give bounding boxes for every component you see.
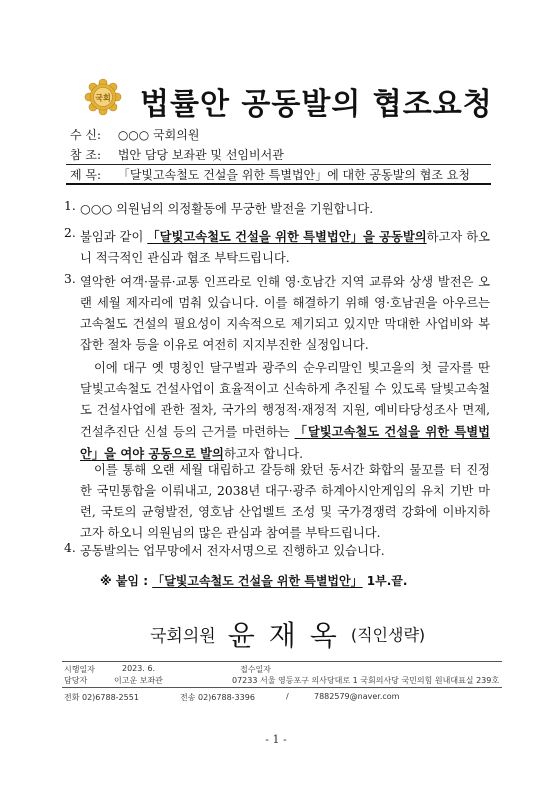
footer-staff-label: 담당자 xyxy=(64,676,88,685)
item-2-text xyxy=(80,226,490,269)
footer-sent-label: 시행일자 xyxy=(64,665,95,674)
footer-divider xyxy=(62,661,502,662)
reference-value: 법안 담당 보좌관 및 선임비서관 xyxy=(117,148,284,162)
document-title: 법률안 공동발의 협조요청 xyxy=(140,87,493,122)
item-1-text: ○○○ 의원님의 의정활동에 무궁한 발전을 기원합니다. xyxy=(80,202,374,216)
footer-fax: 전송 02)6788-3396 xyxy=(180,693,255,702)
subject-value: 「달빛고속철도 건설을 위한 특별법안」에 대한 공동발의 협조 요청 xyxy=(117,168,470,182)
attachment-line xyxy=(100,572,407,589)
signature-note: (직인생략) xyxy=(350,625,426,645)
item-number-4: 4. xyxy=(64,541,76,555)
header-divider xyxy=(66,164,491,165)
item-4-text: 공동발의는 업무망에서 전자서명으로 진행하고 있습니다. xyxy=(80,544,385,558)
footer-address: 07233 서울 영등포구 의사당대로 1 국회의사당 국민의힘 원내대표실 239호 xyxy=(232,676,500,685)
national-assembly-seal-icon xyxy=(84,78,122,116)
item-3-text: 열악한 여객·물류·교통 인프라로 인해 영·호남간 지역 교류와 상생 발전은 오랜 세월 제자리에 멈춰 있습니다. 이를 해결하기 위해 영·호남권을 아우르는 고속철도 건설의 필요성이 지속적으로 제기되고 있지만 막대한 사업비와 복잡한 절차 등을 이유로 여전히 지지부진한 실정입니다. xyxy=(80,275,490,352)
attachment-name: 「달빛고속철도 건설을 위한 특별법안」 xyxy=(152,574,363,588)
attachment-suffix: 1부.끝. xyxy=(362,574,408,588)
item-2-bill-name: 「달빛고속철도 건설을 위한 특별법안」을 공동발의 xyxy=(147,229,427,244)
reference-label: 참 조: xyxy=(70,148,102,162)
item-number-3: 3. xyxy=(64,272,76,286)
item-number-1: 1. xyxy=(64,199,76,213)
header-divider-thick xyxy=(66,183,491,185)
footer-slash: / xyxy=(286,692,289,701)
title-row xyxy=(0,73,552,123)
signature-role: 국회의원 xyxy=(150,626,216,647)
footer-received-label: 접수일자 xyxy=(240,665,271,674)
recipient-label: 수 신: xyxy=(70,128,102,142)
recipient-value: ○○○ 국회의원 xyxy=(117,128,200,142)
item-number-2: 2. xyxy=(64,226,76,240)
seal-text: 국회 xyxy=(95,93,111,103)
item-3-p2-text-a: 이에 대구 옛 명칭인 달구벌과 광주의 순우리말인 빛고을의 첫 글자를 딴 달빛고속철도 건설사업이 효율적이고 신속하게 추진될 수 있도록 달빛고속철도 건설사업에 관한 절차, 국가의 행정적·재정적 지원, 예비타당성조사 면제, 건설추진단 신설 등의 근거를 마련하는 xyxy=(80,361,490,439)
item-2-text-b: 하고자 하오니 적극적인 관심과 협조 부탁드립니다. xyxy=(80,230,490,265)
header-reference xyxy=(70,146,284,163)
signature-block xyxy=(150,614,425,654)
item-3-p2-text-b: 하고자 합니다. xyxy=(223,447,304,461)
footer-email: 7882579@naver.com xyxy=(314,692,400,701)
header-subject xyxy=(70,166,470,183)
item-3-paragraph-3: 이를 통해 오랜 세월 대립하고 갈등해 왔던 동서간 화합의 물꼬를 터 진정한 국민통합을 이뤄내고, 2038년 대구·광주 하계아시안게임의 유치 기반 마련, 국토의 균형발전, 영호남 산업벨트 조성 및 국가경쟁력 강화에 이바지하고자 하오니 의원님의 많은 관심과 참여를 부탁드립니다. xyxy=(80,463,490,540)
item-2-text-a: 불임과 같이 xyxy=(80,230,148,244)
footer-staff-value: 이고운 보좌관 xyxy=(114,676,163,685)
subject-label: 제 목: xyxy=(70,168,102,182)
header-recipient xyxy=(70,126,199,143)
attachment-mark: ※ 붙임 : xyxy=(100,574,153,588)
item-3-paragraph-2 xyxy=(80,358,490,465)
page-number: - 1 - xyxy=(265,733,287,746)
item-3-bill-name: 「달빛고속철도 건설을 위한 특별법안」을 여야 공동으로 발의 xyxy=(80,424,490,461)
footer-sent-value: 2023. 6. xyxy=(122,664,156,673)
signature-name: 윤재옥 xyxy=(227,619,351,652)
footer-phone: 전화 02)6788-2551 xyxy=(64,693,139,702)
footer-divider-2 xyxy=(62,687,502,688)
